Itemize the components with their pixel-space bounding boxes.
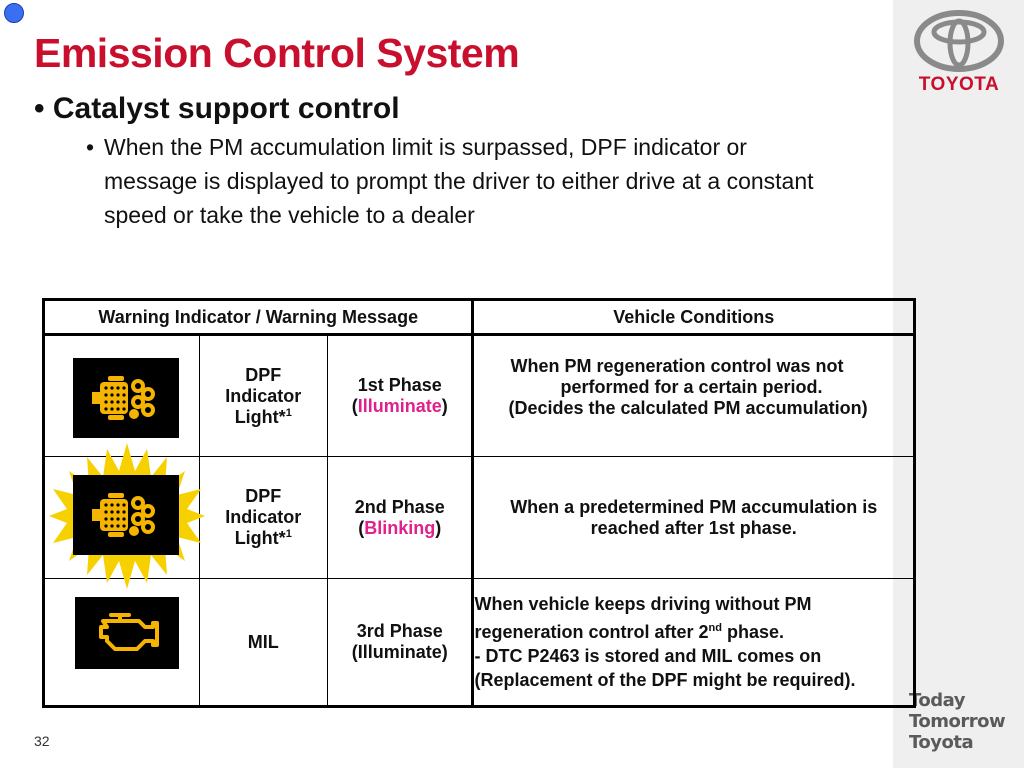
condition-line: reached after 1st phase. [590,517,797,538]
tagline-line: Tomorrow [909,711,1006,732]
indicator-name: DPF Indicator Light*$^1$ [225,364,302,427]
header-warning-indicator: Warning Indicator / Warning Message [44,300,473,335]
table-header-row [44,300,915,335]
warning-table [42,298,916,708]
page-number: 32 [34,733,50,749]
indicator-name-cell [199,335,327,457]
phase-cell: 2nd Phase (Blinking) [327,457,473,579]
tagline-line: Toyota [909,732,974,753]
toyota-logo-text: TOYOTA [918,74,1000,95]
phase-cell [327,579,473,707]
phase-label: 3rd Phase [356,621,443,641]
phase-cell: 1st Phase (Illuminate) [327,335,473,457]
condition-line: When vehicle keeps driving without PM [474,594,812,614]
condition-line: (Decides the calculated PM accumulation) [508,397,868,418]
dpf-indicator-icon [73,358,179,438]
footnote-mark: 1 [285,528,292,540]
check-engine-icon [75,597,179,669]
footnote-mark: 1 [285,406,292,419]
toyota-emblem-icon [913,10,1005,72]
bullet-level1-text: Catalyst support control [52,92,400,125]
bullet-level2 [86,130,846,232]
indicator-name: MIL [247,631,279,652]
condition-line: When PM regeneration control was not [510,355,844,376]
ordinal-suffix: nd [708,622,722,634]
phase-label: 2nd Phase [354,496,445,517]
bullet-mark: • [86,134,95,160]
tagline-line: Today [909,690,965,711]
slide-marker-dot [4,3,24,23]
bullet-level1: • Catalyst support control [34,92,400,125]
table-row [44,335,915,457]
table-row [44,457,915,579]
icon-cell [44,457,200,579]
icon-cell [44,335,200,457]
condition-line: - DTC P2463 is stored and MIL comes on [474,646,822,666]
condition-cell [473,457,915,579]
indicator-name: DPF Indicator Light*$^1$ [225,486,302,548]
condition-line: performed for a certain period. [560,376,823,397]
indicator-name-cell [199,579,327,707]
dpf-indicator-blinking-icon [73,475,179,555]
slide-title: Emission Control System [34,30,520,76]
condition-cell [473,579,915,707]
icon-cell [44,579,200,707]
tagline [909,690,1021,753]
condition-line: (Replacement of the DPF might be required). [474,670,856,690]
condition-cell [473,335,915,457]
condition-text: regeneration control after 2 [474,622,709,642]
indicator-name-cell [199,457,327,579]
condition-line [474,616,913,644]
phase-label: 1st Phase [357,375,442,395]
toyota-logo [905,10,1013,96]
condition-text: phase. [721,622,785,642]
condition-line: When a predetermined PM accumulation is [510,496,878,517]
bullet-level2-text: When the PM accumulation limit is surpassed, DPF indicator or message is displayed to prompt the driver to either drive at a constant speed or take the vehicle to a dealer [104,134,814,228]
table-row [44,579,915,707]
header-vehicle-conditions: Vehicle Conditions [473,300,915,335]
phase-status: (Illuminate) [351,642,448,662]
phase-status: Blinking [364,517,436,538]
phase-status: Illuminate [357,396,442,416]
